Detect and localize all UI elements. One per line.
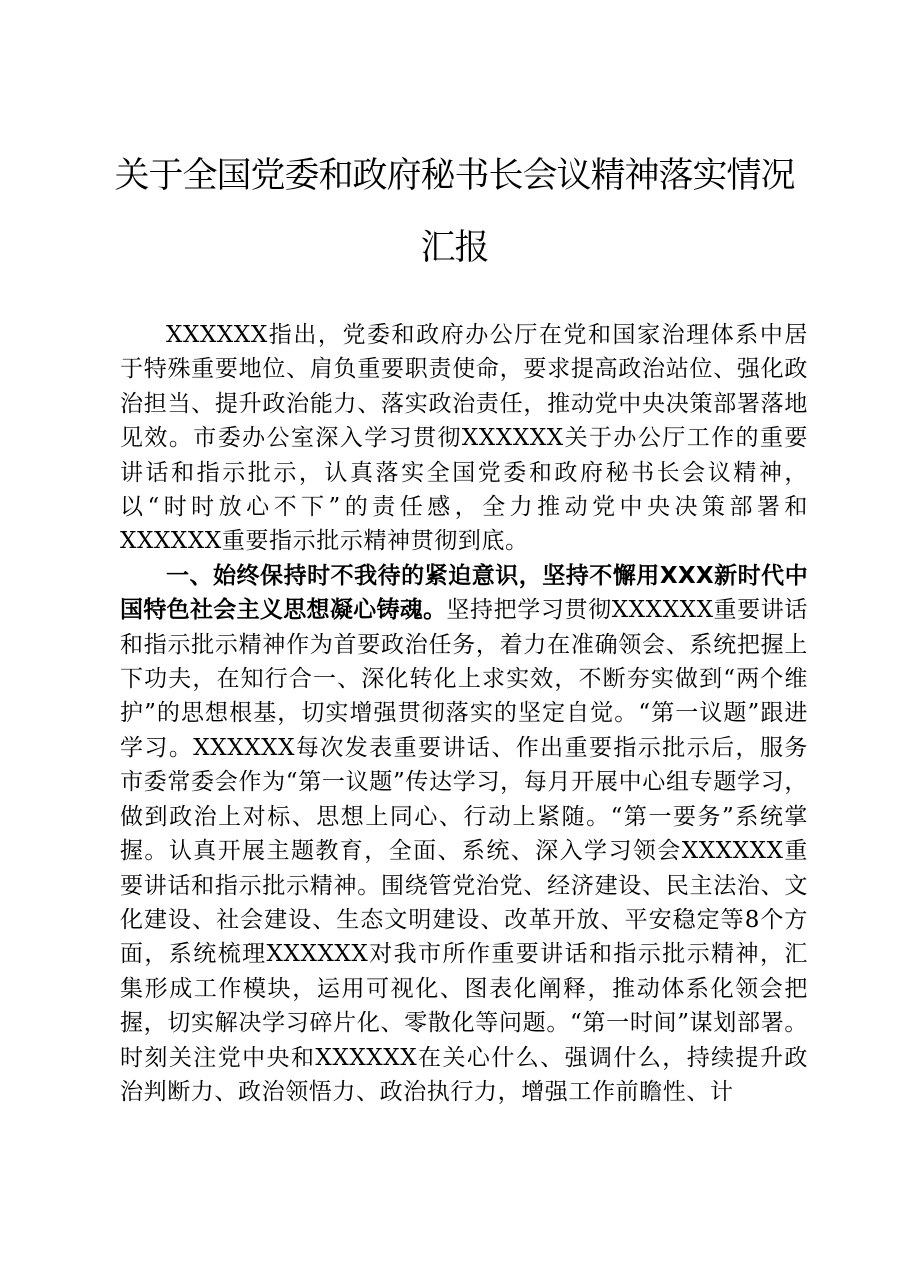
document-body xyxy=(120,318,808,1109)
paragraph-text: XXXXXX指出，党委和政府办公厅在党和国家治理体系中居于特殊重要地位、肩负重要职责使命，要求提高政治站位、强化政治担当、提升政治能力、落实政治责任，推动党中央决策部署落地见效。市委办公室深入学习贯彻XXXXXX关于办公厅工作的重要讲话和指示批示，认真落实全国党委和政府秘书长会议精神，以“时时放心不下”的责任感，全力推动党中央决策部署和XXXXXX重要指示批示精神贯彻到底。 xyxy=(120,322,808,555)
document-title-line-1: 关于全国党委和政府秘书长会议精神落实情况 xyxy=(114,156,795,196)
paragraph-intro xyxy=(120,318,808,559)
section-heading: 一、始终保持时不我待的紧迫意识，坚持不懈用XXX新时代中国特色社会主义思想凝心铸魂。 xyxy=(120,562,808,624)
paragraph-text: 坚持把学习贯彻XXXXXX重要讲话和指示批示精神作为首要政治任务，着力在准确领会、系统把握上下功夫，在知行合一、深化转化上求实效，不断夯实做到“两个维护”的思想根基，切实增强贯彻落实的坚定自觉。“第一议题”跟进学习。XXXXXX每次发表重要讲话、作出重要指示批示后，服务市委常委会作为“第一议题”传达学习，每月开展中心组专题学习，做到政治上对标、思想上同心、行动上紧随。“第一要务”系统掌握。认真开展主题教育，全面、系统、深入学习领会XXXXXX重要讲话和指示批示精神。围绕管党治党、经济建设、民主法治、文化建设、社会建设、生态文明建设、改革开放、平安稳定等8个方面，系统梳理XXXXXX对我市所作重要讲话和指示批示精神，汇集形成工作模块，运用可视化、图表化阐释，推动体系化领会把握，切实解决学习碎片化、零散化等问题。“第一时间”谋划部署。时刻关注党中央和XXXXXX在关心什么、强调什么，持续提升政治判断力、政治领悟力、政治执行力，增强工作前瞻性、计 xyxy=(120,597,809,1105)
document-title xyxy=(100,140,809,284)
paragraph-section-1 xyxy=(120,559,808,1110)
document-title-line-2: 汇报 xyxy=(420,228,489,268)
